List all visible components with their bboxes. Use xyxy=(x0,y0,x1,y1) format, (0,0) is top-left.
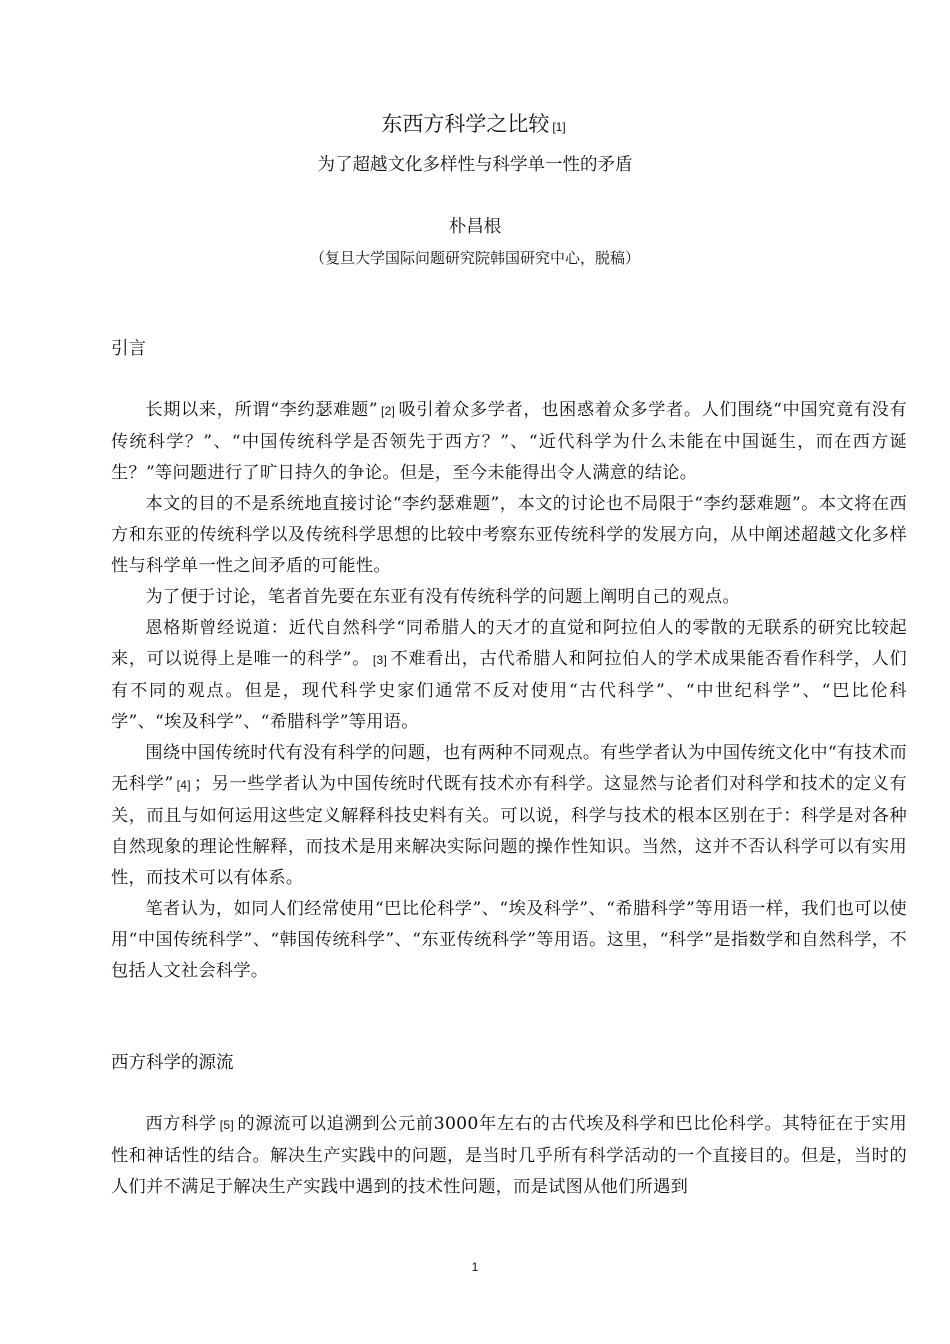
paragraph-text: 的源流可以追溯到公元前3000年左右的古代埃及科学和巴比伦科学。其特征在于实用性和神话性的结合。解决生产实践中的问题，是当时几乎所有科学活动的一个直接目的。但是，当时的人们并不满足于解决生产实践中遇到的技术性问题，而是试图从他们所遇到 xyxy=(111,1114,907,1197)
footnote-ref[interactable]: [4] xyxy=(176,778,191,792)
paragraph xyxy=(111,395,907,489)
paragraph-text: 西方科学 xyxy=(145,1114,217,1134)
paragraph xyxy=(111,738,907,894)
paragraph-text: 恩格斯曾经说道：近代自然科学“同希腊人的天才的直觉和阿拉伯人的零散的无联系的研究比较起来，可以说得上是唯一的科学”。 xyxy=(111,618,907,669)
section-heading-introduction: 引言 xyxy=(111,339,146,359)
paragraph-text: ；另一些学者认为中国传统时代既有技术亦有科学。这显然与论者们对科学和技术的定义有关，而且与如何运用这些定义解释科技史料有关。可以说，科学与技术的根本区别在于：科学是对各种自然现象的理论性解释，而技术是用来解决实际问题的操作性知识。当然，这并不否认科学可以有实用性，而技术可以有体系。 xyxy=(111,774,907,888)
page-number: 1 xyxy=(471,1260,479,1274)
paragraph xyxy=(111,613,907,738)
paragraph-text: 围绕中国传统时代有没有科学的问题，也有两种不同观点。有些学者认为中国传统文化中“有技术而无科学” xyxy=(111,743,907,794)
paragraph xyxy=(111,1109,907,1203)
footnote-ref[interactable]: [3] xyxy=(372,653,388,667)
paragraph-text: 吸引着众多学者，也困惑着众多学者。人们围绕“中国究竟有没有传统科学？”、“中国传统科学是否领先于西方？”、“近代科学为什么未能在中国诞生，而在西方诞生？”等问题进行了旷日持久的争论。但是，至今未能得出令人满意的结论。 xyxy=(111,400,907,483)
paragraph-text: 不难看出，古代希腊人和阿拉伯人的学术成果能否看作科学，人们有不同的观点。但是，现代科学史家们通常不反对使用“古代科学”、“中世纪科学”、“巴比伦科学”、“埃及科学”、“希腊科学”等用语。 xyxy=(111,649,907,732)
document-subtitle: 为了超越文化多样性与科学单一性的矛盾 xyxy=(317,155,633,175)
paragraph xyxy=(111,489,907,582)
paragraph-text: 笔者认为，如同人们经常使用“巴比伦科学”、“埃及科学”、“希腊科学”等用语一样，我们也可以使用“中国传统科学”、“韩国传统科学”、“东亚传统科学”等用语。这里，“科学”是指数学和自然科学，不包括人文社会科学。 xyxy=(111,899,907,981)
title-text: 东西方科学之比较 xyxy=(381,112,550,136)
paragraph xyxy=(111,582,907,613)
footnote-ref[interactable]: [5] xyxy=(219,1118,235,1132)
section-heading-western-science: 西方科学的源流 xyxy=(111,1053,234,1073)
section-body-western-science xyxy=(111,1109,907,1203)
paragraph-text: 长期以来，所谓“李约瑟难题” xyxy=(145,400,378,420)
document-title xyxy=(0,110,950,141)
paragraph xyxy=(111,894,907,987)
paragraph-text: 为了便于讨论，笔者首先要在东亚有没有传统科学的问题上阐明自己的观点。 xyxy=(145,587,740,607)
title-footnote-ref[interactable]: [1] xyxy=(552,120,566,134)
paragraph-text: 本文的目的不是系统地直接讨论“李约瑟难题”，本文的讨论也不局限于“李约瑟难题”。本文将在西方和东亚的传统科学以及传统科学思想的比较中考察东亚传统科学的发展方向，从中阐述超越文化多样性与科学单一性之间矛盾的可能性。 xyxy=(111,494,907,576)
footnote-ref[interactable]: [2] xyxy=(380,404,396,418)
author-name: 朴昌根 xyxy=(448,217,502,237)
section-body-introduction xyxy=(111,395,907,987)
author-affiliation: （复旦大学国际问题研究院韩国研究中心，脱稿） xyxy=(309,249,640,267)
